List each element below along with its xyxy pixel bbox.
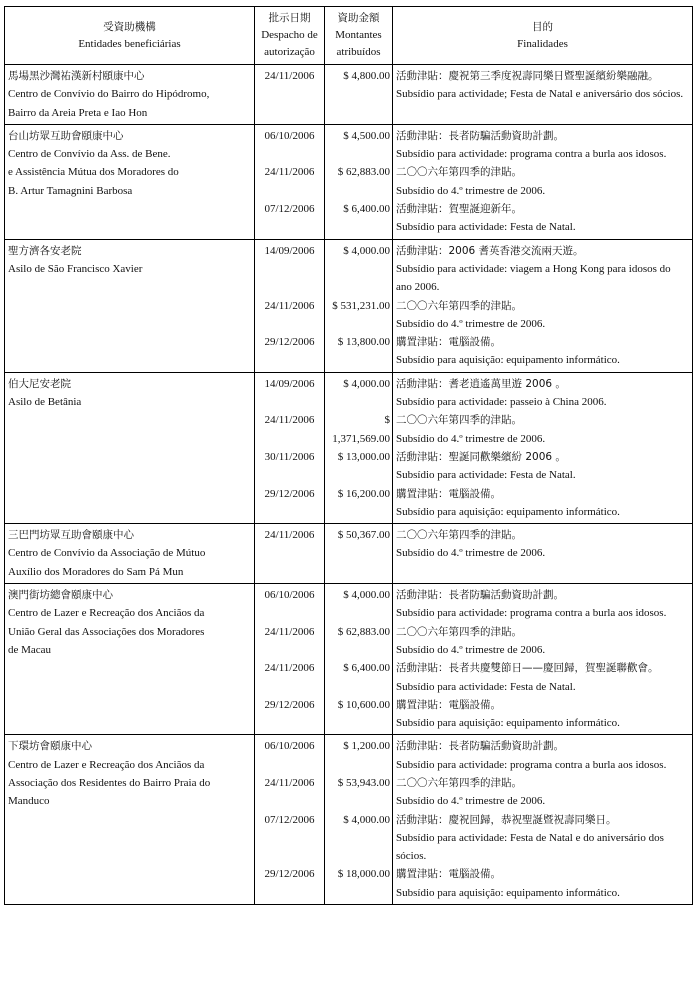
- purpose-entry: [396, 623, 689, 660]
- amount-value: $ 10,600.00: [337, 698, 390, 711]
- purpose-entry: [396, 163, 689, 200]
- amount-cell: [325, 65, 393, 125]
- amount-value: $ 531,231.00: [332, 299, 390, 312]
- amount-value: $ 6,400.00: [343, 662, 390, 675]
- authorization-date: 06/10/2006: [264, 129, 315, 142]
- amount-value: $ 4,000.00: [343, 589, 390, 602]
- authorization-date: 29/12/2006: [264, 336, 315, 349]
- purpose-pt: Subsídio para aquisição: equipamento informático.: [396, 505, 620, 518]
- date-cell: [255, 239, 325, 372]
- amount-value: $ 6,400.00: [343, 203, 390, 216]
- purpose-cell: [393, 524, 693, 584]
- purpose-zh: 購置津貼：電腦設備。: [396, 868, 501, 881]
- table-row: [5, 124, 693, 239]
- table-row: [5, 524, 693, 584]
- purpose-entry: [396, 242, 689, 297]
- amount-value: $ 4,000.00: [343, 813, 390, 826]
- purpose-zh: 二〇〇六年第四季的津貼。: [396, 625, 522, 638]
- purpose-pt: Subsídio para actividade: Festa de Natal.: [396, 680, 576, 693]
- purpose-cell: [393, 65, 693, 125]
- authorization-date: 14/09/2006: [264, 244, 315, 257]
- purpose-pt: Subsídio para actividade: programa contra a burla aos idosos.: [396, 758, 667, 771]
- date-cell: [255, 65, 325, 125]
- entity-cell: [5, 372, 255, 523]
- purpose-zh: 活動津貼：慶祝回歸，恭祝聖誕暨祝壽同樂日。: [396, 813, 617, 826]
- purpose-entry: [396, 696, 689, 733]
- entity-name-zh: 馬場黑沙灣祐漢新村頤康中心: [8, 70, 145, 82]
- purpose-zh: 活動津貼：2006 耆英香港交流兩天遊。: [396, 244, 584, 257]
- entity-name-pt: Bairro da Areia Preta e Iao Hon: [8, 106, 148, 119]
- entity-name-zh: 台山坊眾互助會頤康中心: [8, 129, 124, 142]
- date-cell: [255, 524, 325, 584]
- purpose-entry: [396, 200, 689, 237]
- date-cell: [255, 124, 325, 239]
- entity-name-zh: 伯大尼安老院: [8, 377, 71, 390]
- entity-name-pt: Asilo de São Francisco Xavier: [8, 262, 143, 275]
- purpose-zh: 二〇〇六年第四季的津貼。: [396, 776, 522, 789]
- purpose-entry: [396, 737, 689, 774]
- purpose-zh: 二〇〇六年第四季的津貼。: [396, 166, 522, 179]
- purpose-entry: [396, 297, 689, 334]
- purpose-pt: Subsídio do 4.º trimestre de 2006.: [396, 317, 546, 330]
- purpose-entry: [396, 411, 689, 448]
- purpose-zh: 活動津貼：長者共慶雙節日——慶回歸，賀聖誕聯歡會。: [396, 662, 659, 675]
- purpose-entry: [396, 659, 689, 696]
- entity-name-zh: 澳門街坊總會頤康中心: [8, 589, 113, 602]
- authorization-date: 29/12/2006: [264, 698, 315, 711]
- purpose-zh: 活動津貼：慶祝第三季度祝壽同樂日暨聖誕繽紛樂融融。: [396, 70, 659, 82]
- entity-name-zh: 聖方濟各安老院: [8, 244, 82, 257]
- purpose-zh: 二〇〇六年第四季的津貼。: [396, 299, 522, 312]
- purpose-zh: 購置津貼：電腦設備。: [396, 487, 501, 500]
- purpose-zh: 活動津貼：長者防騙活動資助計劃。: [396, 740, 564, 753]
- entity-name-zh: 三巴門坊眾互助會頤康中心: [8, 529, 134, 542]
- entity-name-pt: Associação dos Residentes do Bairro Praia do: [8, 776, 211, 789]
- entity-cell: [5, 735, 255, 905]
- purpose-pt: Subsídio do 4.º trimestre de 2006.: [396, 795, 546, 808]
- amount-value: $ 16,200.00: [337, 487, 390, 500]
- purpose-pt: Subsídio para actividade: passeio à China 2006.: [396, 396, 607, 409]
- amount-value: $ 1,200.00: [343, 740, 390, 753]
- purpose-entry: [396, 67, 689, 104]
- purpose-pt: Subsídio para actividade: programa contra a burla aos idosos.: [396, 148, 667, 161]
- amount-value: $ 53,943.00: [337, 776, 390, 789]
- entity-name-pt: Manduco: [8, 795, 50, 808]
- purpose-cell: [393, 735, 693, 905]
- entity-name-pt: B. Artur Tamagnini Barbosa: [8, 184, 133, 197]
- amount-value: $ 50,367.00: [337, 529, 390, 542]
- entity-name-pt: União Geral das Associações dos Moradores: [8, 625, 205, 638]
- amount-value: $ 4,000.00: [343, 377, 390, 390]
- purpose-entry: [396, 586, 689, 623]
- date-cell: [255, 735, 325, 905]
- purpose-zh: 購置津貼：電腦設備。: [396, 698, 501, 711]
- header-date: 批示日期 Despacho de autorização: [255, 7, 325, 65]
- entity-name-pt: Auxílio dos Moradores do Sam Pá Mun: [8, 565, 184, 578]
- entity-name-zh: 下環坊會頤康中心: [8, 740, 92, 753]
- header-purpose: 目的 Finalidades: [393, 7, 693, 65]
- amount-value: $ 18,000.00: [337, 868, 390, 881]
- authorization-date: 29/12/2006: [264, 487, 315, 500]
- purpose-zh: 活動津貼：聖誕同歡樂繽紛 2006 。: [396, 450, 566, 463]
- amount-value: $ 62,883.00: [337, 625, 390, 638]
- amount-cell: [325, 584, 393, 735]
- authorization-date: 07/12/2006: [264, 203, 315, 216]
- purpose-pt: Subsídio do 4.º trimestre de 2006.: [396, 643, 546, 656]
- purpose-zh: 購置津貼：電腦設備。: [396, 336, 501, 349]
- amount-value: $ 4,800.00: [343, 70, 390, 82]
- purpose-zh: 二〇〇六年第四季的津貼。: [396, 414, 522, 427]
- authorization-date: 06/10/2006: [264, 589, 315, 602]
- table-row: [5, 735, 693, 905]
- purpose-pt: Subsídio para aquisição: equipamento informático.: [396, 354, 620, 367]
- table-row: [5, 239, 693, 372]
- purpose-zh: 二〇〇六年第四季的津貼。: [396, 529, 522, 542]
- purpose-pt: Subsídio para actividade: programa contra a burla aos idosos.: [396, 607, 667, 620]
- entity-name-pt: Centro de Lazer e Recreação dos Anciãos da: [8, 607, 205, 620]
- authorization-date: 24/11/2006: [264, 776, 315, 789]
- authorization-date: 24/11/2006: [264, 625, 315, 638]
- purpose-pt: Subsídio para actividade: Festa de Natal e do aniversário dos sócios.: [396, 831, 664, 863]
- purpose-entry: [396, 448, 689, 485]
- purpose-entry: [396, 375, 689, 412]
- purpose-pt: Subsídio para aquisição: equipamento informático.: [396, 717, 620, 730]
- purpose-pt: Subsídio do 4.º trimestre de 2006.: [396, 547, 546, 560]
- date-cell: [255, 584, 325, 735]
- authorization-date: 24/11/2006: [264, 299, 315, 312]
- amount-cell: [325, 524, 393, 584]
- purpose-cell: [393, 124, 693, 239]
- purpose-pt: Subsídio do 4.º trimestre de 2006.: [396, 184, 546, 197]
- authorization-date: 29/12/2006: [264, 868, 315, 881]
- subsidy-table: [4, 6, 693, 905]
- entity-cell: [5, 65, 255, 125]
- entity-cell: [5, 584, 255, 735]
- entity-name-pt: Centro de Lazer e Recreação dos Anciãos da: [8, 758, 205, 771]
- header-entity: 受資助機構 Entidades beneficiárias: [5, 7, 255, 65]
- entity-name-pt: Asilo de Betânia: [8, 396, 82, 409]
- amount-value: $ 4,500.00: [343, 129, 390, 142]
- table-header-row: [5, 7, 693, 65]
- purpose-pt: Subsídio para actividade; Festa de Natal e aniversário dos sócios.: [396, 88, 684, 101]
- entity-cell: [5, 124, 255, 239]
- amount-cell: [325, 735, 393, 905]
- purpose-cell: [393, 239, 693, 372]
- amount-value: $ 4,000.00: [343, 244, 390, 257]
- amount-value: $ 1,371,569.00: [332, 414, 390, 445]
- entity-name-pt: Centro de Convívio do Bairro do Hipódromo,: [8, 88, 210, 101]
- entity-cell: [5, 524, 255, 584]
- purpose-zh: 活動津貼：長者防騙活動資助計劃。: [396, 129, 564, 142]
- purpose-entry: [396, 865, 689, 902]
- entity-name-pt: Centro de Convívio da Ass. de Bene.: [8, 148, 171, 161]
- table-row: [5, 584, 693, 735]
- authorization-date: 24/11/2006: [264, 414, 315, 427]
- amount-value: $ 62,883.00: [337, 166, 390, 179]
- purpose-cell: [393, 584, 693, 735]
- purpose-pt: Subsídio para actividade: viagem a Hong Kong para idosos do ano 2006.: [396, 262, 671, 294]
- entity-name-pt: Centro de Convívio da Associação de Mútuo: [8, 547, 206, 560]
- table-row: [5, 372, 693, 523]
- header-amount: 資助金額 Montantes atribuídos: [325, 7, 393, 65]
- authorization-date: 14/09/2006: [264, 377, 315, 390]
- authorization-date: 24/11/2006: [264, 529, 315, 542]
- purpose-entry: [396, 774, 689, 811]
- amount-value: $ 13,800.00: [337, 336, 390, 349]
- amount-cell: [325, 372, 393, 523]
- amount-value: $ 13,000.00: [337, 450, 390, 463]
- purpose-pt: Subsídio para actividade: Festa de Natal.: [396, 469, 576, 482]
- purpose-pt: Subsídio para aquisição: equipamento informático.: [396, 886, 620, 899]
- purpose-entry: [396, 333, 689, 370]
- authorization-date: 24/11/2006: [264, 70, 315, 82]
- amount-cell: [325, 239, 393, 372]
- entity-name-pt: de Macau: [8, 643, 52, 656]
- purpose-pt: Subsídio para actividade: Festa de Natal.: [396, 221, 576, 234]
- entity-cell: [5, 239, 255, 372]
- purpose-zh: 活動津貼：耆老逍遙萬里遊 2006 。: [396, 377, 566, 390]
- purpose-zh: 活動津貼：長者防騙活動資助計劃。: [396, 589, 564, 602]
- authorization-date: 30/11/2006: [264, 450, 315, 463]
- purpose-cell: [393, 372, 693, 523]
- purpose-zh: 活動津貼：賀聖誕迎新年。: [396, 203, 522, 216]
- authorization-date: 24/11/2006: [264, 662, 315, 675]
- purpose-entry: [396, 811, 689, 866]
- date-cell: [255, 372, 325, 523]
- purpose-pt: Subsídio do 4.º trimestre de 2006.: [396, 432, 546, 445]
- purpose-entry: [396, 526, 689, 563]
- purpose-entry: [396, 127, 689, 164]
- entity-name-pt: e Assistência Mútua dos Moradores do: [8, 166, 179, 179]
- authorization-date: 06/10/2006: [264, 740, 315, 753]
- amount-cell: [325, 124, 393, 239]
- table-row: [5, 65, 693, 125]
- authorization-date: 07/12/2006: [264, 813, 315, 826]
- authorization-date: 24/11/2006: [264, 166, 315, 179]
- purpose-entry: [396, 485, 689, 522]
